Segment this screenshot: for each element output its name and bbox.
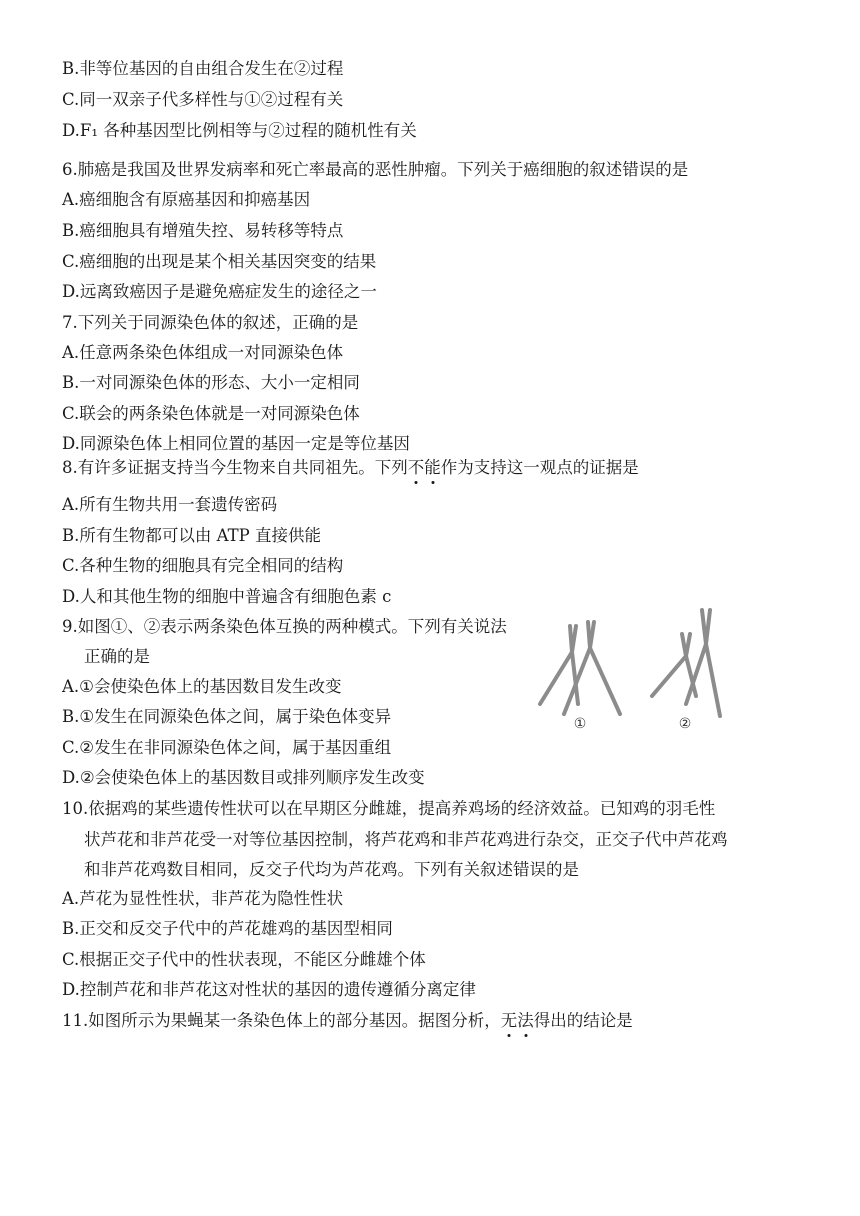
pattern-2-chromosomes <box>652 610 720 716</box>
question-9: 9.如图①、②表示两条染色体互换的两种模式。下列有关说法 <box>62 617 507 636</box>
question-11-suffix: 得出的结论是 <box>533 1011 633 1030</box>
pattern-1-chromosomes <box>540 622 620 714</box>
option-10c: C.根据正交子代中的性状表现，不能区分雌雄个体 <box>62 950 426 969</box>
question-9-continued: 正确的是 <box>84 647 150 666</box>
question-6: 6.肺癌是我国及世界发病率和死亡率最高的恶性肿瘤。下列关于癌细胞的叙述错误的是 <box>62 160 689 179</box>
question-10-continued-2: 和非芦花鸡数目相同，反交子代均为芦花鸡。下列有关叙述错误的是 <box>84 860 579 879</box>
option-8b: B.所有生物都可以由 ATP 直接供能 <box>62 526 321 545</box>
option-10b: B.正交和反交子代中的芦花雄鸡的基因型相同 <box>62 919 393 938</box>
option-10d: D.控制芦花和非芦花这对性状的基因的遗传遵循分离定律 <box>62 980 476 999</box>
option-6d: D.远离致癌因子是避免癌症发生的途径之一 <box>62 282 377 301</box>
question-10-continued-1: 状芦花和非芦花受一对等位基因控制，将芦花鸡和非芦花鸡进行杂交，正交子代中芦花鸡 <box>84 830 728 849</box>
option-7d: D.同源染色体上相同位置的基因一定是等位基因 <box>62 434 410 453</box>
question-7: 7.下列关于同源染色体的叙述，正确的是 <box>62 313 359 332</box>
question-8 <box>62 457 639 479</box>
option-9d: D.②会使染色体上的基因数目或排列顺序发生改变 <box>62 768 425 787</box>
option-9c: C.②发生在非同源染色体之间，属于基因重组 <box>62 738 392 757</box>
question-8-prefix: 8.有许多证据支持当今生物来自共同祖先。下列 <box>62 458 408 477</box>
figure-label-2: ② <box>678 716 692 732</box>
chromosome-1a <box>540 626 572 704</box>
question-11 <box>62 1010 633 1032</box>
chromosome-1d <box>590 622 620 714</box>
option-7b: B.一对同源染色体的形态、大小一定相同 <box>62 373 360 392</box>
option-7a: A.任意两条染色体组成一对同源染色体 <box>62 343 344 362</box>
option-5d: D.F₁ 各种基因型比例相等与②过程的随机性有关 <box>62 121 417 140</box>
emphasis-not-able <box>408 458 441 477</box>
option-7c: C.联会的两条染色体就是一对同源染色体 <box>62 404 360 423</box>
emphasis-unable <box>501 1011 534 1030</box>
option-5b: B.非等位基因的自由组合发生在②过程 <box>62 59 344 78</box>
figure-label-1: ① <box>573 716 587 732</box>
chromosome-exchange-figure <box>528 604 738 734</box>
emphasis-char: 无 <box>500 1011 518 1030</box>
emphasis-char: 法 <box>517 1011 534 1030</box>
option-8d: D.人和其他生物的细胞中普遍含有细胞色素 c <box>62 587 392 606</box>
chromosome-2a <box>652 634 686 696</box>
option-8a: A.所有生物共用一套遗传密码 <box>62 495 278 514</box>
option-6a: A.癌细胞含有原癌基因和抑癌基因 <box>62 190 311 209</box>
question-11-prefix: 11.如图所示为果蝇某一条染色体上的部分基因。据图分析， <box>62 1011 501 1030</box>
option-9b: B.①发生在同源染色体之间，属于染色体变异 <box>62 707 392 726</box>
question-8-suffix: 作为支持这一观点的证据是 <box>440 458 639 477</box>
question-10: 10.依据鸡的某些遗传性状可以在早期区分雌雄，提高养鸡场的经济效益。已知鸡的羽毛性 <box>62 799 716 818</box>
option-10a: A.芦花为显性性状，非芦花为隐性性状 <box>62 889 344 908</box>
option-9a: A.①会使染色体上的基因数目发生改变 <box>62 677 342 696</box>
emphasis-char: 不 <box>407 458 425 477</box>
option-8c: C.各种生物的细胞具有完全相同的结构 <box>62 556 344 575</box>
option-5c: C.同一双亲子代多样性与①②过程有关 <box>62 90 344 109</box>
option-6b: B.癌细胞具有增殖失控、易转移等特点 <box>62 221 344 240</box>
option-6c: C.癌细胞的出现是某个相关基因突变的结果 <box>62 252 377 271</box>
emphasis-char: 能 <box>424 458 441 477</box>
chromosome-2d <box>706 610 720 716</box>
